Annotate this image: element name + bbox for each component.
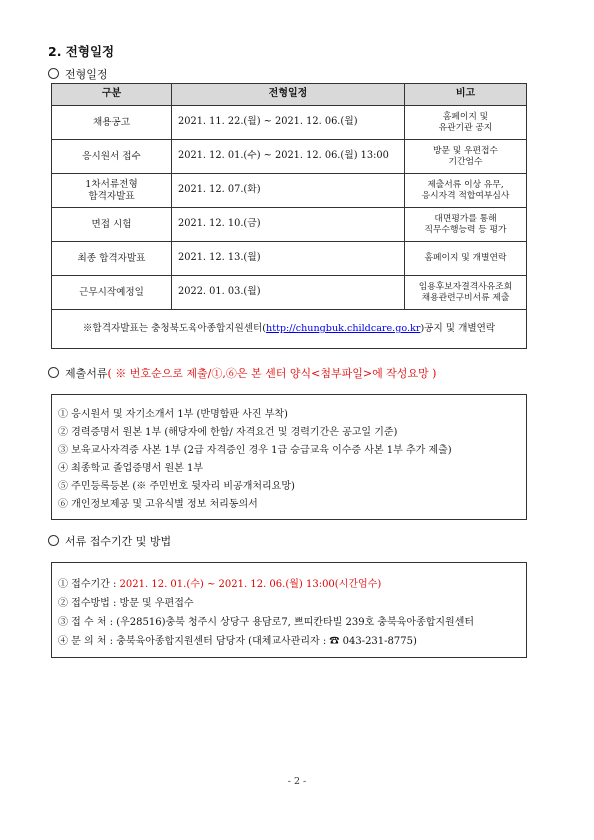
document-item: ④ 최종학교 졸업증명서 원본 1부 bbox=[58, 463, 203, 474]
submission-contact: ④ 문 의 처 : 충북육아종합지원센터 담당자 (대체교사관리자 : ☎ 043-231-8775) bbox=[58, 636, 417, 647]
documents-heading-note: ( ※ 번호순으로 제출/①,⑥은 본 센터 양식<첨부파일>에 작성요망 ) bbox=[107, 367, 437, 380]
table-header-row bbox=[52, 84, 527, 106]
cell-date: 2021. 12. 13.(월) bbox=[172, 242, 405, 276]
submission-heading bbox=[48, 533, 171, 549]
cell-note: 제출서류 이상 유무, 응시자격 적합여부심사 bbox=[405, 174, 527, 208]
documents-heading bbox=[48, 365, 436, 381]
table-row bbox=[52, 242, 527, 276]
cell-date: 2021. 12. 07.(화) bbox=[172, 174, 405, 208]
circle-bullet-icon bbox=[48, 535, 59, 546]
period-value: 2021. 12. 01.(수) ~ 2021. 12. 06.(월) 13:00(시간엄수) bbox=[119, 579, 382, 590]
table-row bbox=[52, 106, 527, 140]
cell-category: 면접 시험 bbox=[52, 208, 172, 242]
footer-text: ※합격자발표는 충청북도육아종합지원센터( bbox=[82, 323, 267, 334]
table-row bbox=[52, 208, 527, 242]
cell-note: 홈페이지 및 개별연락 bbox=[405, 242, 527, 276]
cell-category: 채용공고 bbox=[52, 106, 172, 140]
circle-bullet-icon bbox=[48, 367, 59, 378]
period-label: ① 접수기간 : bbox=[58, 579, 120, 590]
schedule-table bbox=[51, 83, 527, 349]
schedule-heading bbox=[48, 66, 108, 82]
cell-date: 2022. 01. 03.(월) bbox=[172, 276, 405, 310]
footer-text: )공지 및 개별연락 bbox=[420, 323, 496, 334]
table-footer-row bbox=[52, 310, 527, 349]
cell-note: 임용후보자결격사유조회 채용관련구비서류 제출 bbox=[405, 276, 527, 310]
cell-category: 근무시작예정일 bbox=[52, 276, 172, 310]
cell-date: 2021. 12. 01.(수) ~ 2021. 12. 06.(월) 13:00 bbox=[172, 140, 405, 174]
cell-note: 대면평가를 통해 직무수행능력 등 평가 bbox=[405, 208, 527, 242]
col-header-note: 비고 bbox=[405, 84, 527, 106]
submission-place: ③ 접 수 처 : (우28516)충북 청주시 상당구 용담로7, 쁘띠칸타빌 239호 충북육아종합지원센터 bbox=[58, 617, 475, 628]
submission-method: ② 접수방법 : 방문 및 우편접수 bbox=[58, 598, 194, 609]
cell-note: 홈페이지 및 유관기관 공지 bbox=[405, 106, 527, 140]
cell-date: 2021. 11. 22.(월) ~ 2021. 12. 06.(월) bbox=[172, 106, 405, 140]
cell-category: 최종 합격자발표 bbox=[52, 242, 172, 276]
submission-box bbox=[51, 562, 527, 658]
document-item: ① 응시원서 및 자기소개서 1부 (반명함판 사진 부착) bbox=[58, 409, 288, 420]
cell-category: 응시원서 접수 bbox=[52, 140, 172, 174]
website-link[interactable]: http://chungbuk.childcare.go.kr bbox=[266, 323, 421, 334]
page-number: - 2 - bbox=[287, 776, 307, 787]
documents-heading-text: 제출서류 bbox=[65, 367, 108, 380]
document-item: ⑤ 주민등록등본 (※ 주민번호 뒷자리 비공개처리요망) bbox=[58, 481, 295, 492]
table-row bbox=[52, 140, 527, 174]
table-row bbox=[52, 276, 527, 310]
table-row bbox=[52, 174, 527, 208]
col-header-schedule: 전형일정 bbox=[172, 84, 405, 106]
submission-period bbox=[58, 575, 381, 590]
schedule-heading-text: 전형일정 bbox=[65, 68, 108, 81]
section-title: 2. 전형일정 bbox=[48, 44, 115, 59]
submission-heading-text: 서류 접수기간 및 방법 bbox=[65, 535, 172, 548]
document-item: ② 경력증명서 원본 1부 (해당자에 한함/ 자격요건 및 경력기간은 공고일 기준) bbox=[58, 427, 398, 438]
footer-note bbox=[52, 310, 527, 349]
cell-category: 1차서류전형 합격자발표 bbox=[52, 174, 172, 208]
circle-bullet-icon bbox=[48, 68, 59, 79]
document-item: ⑥ 개인정보제공 및 고유식별 정보 처리동의서 bbox=[58, 499, 258, 510]
cell-date: 2021. 12. 10.(금) bbox=[172, 208, 405, 242]
documents-box bbox=[51, 394, 527, 520]
document-item: ③ 보육교사자격증 사본 1부 (2급 자격증인 경우 1급 승급교육 이수증 사본 1부 추가 제출) bbox=[58, 445, 452, 456]
col-header-category: 구분 bbox=[52, 84, 172, 106]
cell-note: 방문 및 우편접수 기간엄수 bbox=[405, 140, 527, 174]
